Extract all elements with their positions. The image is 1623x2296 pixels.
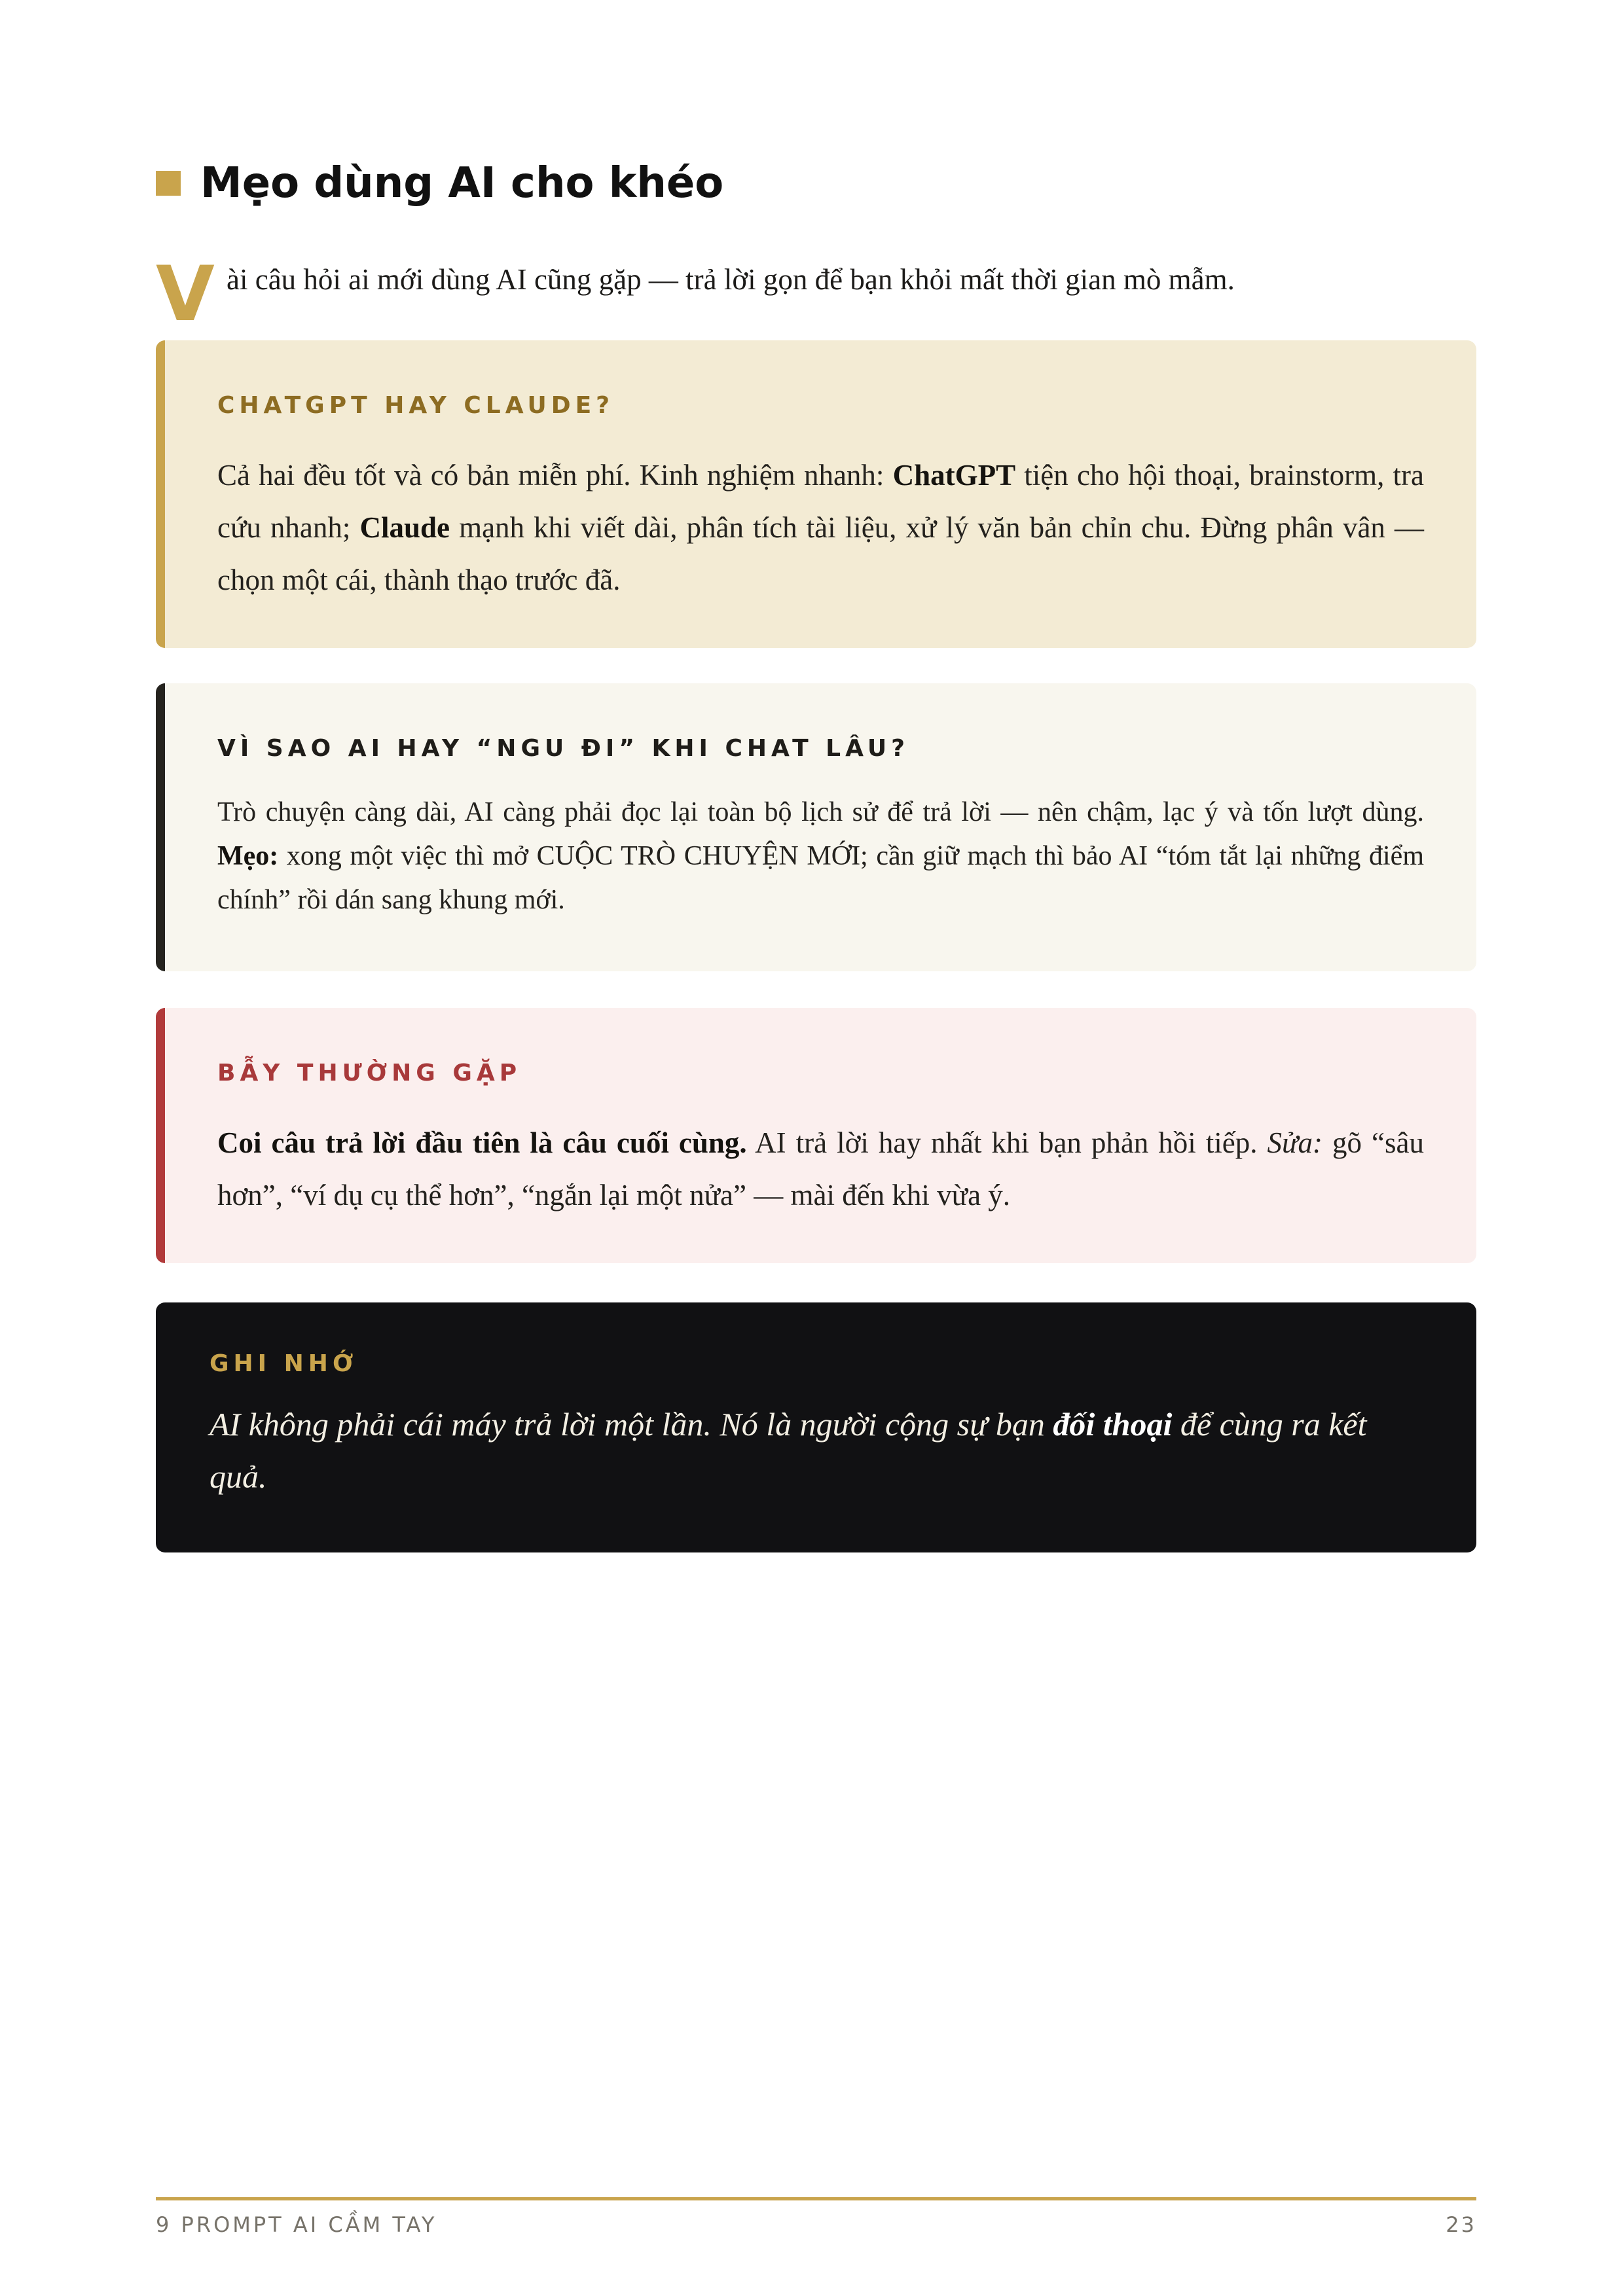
body-text: tiện cho hội thoại, brainstorm, tra cứu nhanh; — [217, 459, 1425, 544]
body-text: AI trả lời hay nhất khi bạn phản hồi tiếp. — [746, 1126, 1267, 1159]
callout-label: GHI NHỚ — [210, 1350, 358, 1377]
bold-claude: Claude — [359, 511, 450, 544]
body-text: Cả hai đều tốt và có bản miễn phí. Kinh nghiệm nhanh: — [217, 459, 893, 492]
body-text: AI không phải cái máy trả lời một lần. Nó là người cộng sự bạn — [210, 1406, 1053, 1443]
callout-chatgpt-vs-claude — [156, 340, 1476, 648]
body-text: Trò chuyện càng dài, AI càng phải đọc lại toàn bộ lịch sử để trả lời — nên chậm, lạc ý và tốn lượt dùng. — [217, 797, 1424, 827]
bold-chatgpt: ChatGPT — [892, 459, 1016, 492]
bold-trap: Coi câu trả lời đầu tiên là câu cuối cùng. — [217, 1126, 747, 1159]
callout-body — [217, 791, 1424, 922]
callout-body — [217, 449, 1424, 606]
body-text: để cùng ra kết quả. — [210, 1406, 1367, 1495]
body-text: mạnh khi viết dài, phân tích tài liệu, xử lý văn bản chỉn chu. Đừng phân vân — chọn một cái, thành thạo trước đã. — [217, 511, 1424, 596]
section-heading — [156, 159, 724, 207]
body-text: gõ “sâu hơn”, “ví dụ cụ thể hơn”, “ngắn lại một nửa” — mài đến khi vừa ý. — [217, 1126, 1424, 1211]
callout-body — [210, 1398, 1425, 1503]
heading-square-icon — [156, 171, 181, 196]
bold-dialogue: đối thoại — [1053, 1406, 1173, 1443]
italic-fix: Sửa: — [1267, 1126, 1323, 1159]
callout-common-trap — [156, 1008, 1476, 1263]
footer-page-number: 23 — [1446, 2212, 1476, 2237]
section-title: Mẹo dùng AI cho khéo — [200, 159, 724, 207]
callout-label: BẪY THƯỜNG GẶP — [217, 1060, 522, 1086]
callout-body — [217, 1117, 1424, 1221]
intro-paragraph — [156, 250, 1465, 338]
bold-tip: Mẹo: — [217, 841, 279, 871]
callout-remember — [156, 1302, 1476, 1552]
footer-divider — [156, 2197, 1476, 2200]
callout-label: VÌ SAO AI HAY “NGU ĐI” KHI CHAT LÂU? — [217, 735, 909, 762]
callout-long-chat — [156, 683, 1476, 971]
drop-cap: V — [156, 250, 215, 338]
callout-label: CHATGPT HAY CLAUDE? — [217, 392, 615, 419]
intro-text: ài câu hỏi ai mới dùng AI cũng gặp — trả lời gọn để bạn khỏi mất thời gian mò mẫm. — [227, 263, 1235, 296]
body-text: xong một việc thì mở CUỘC TRÒ CHUYỆN MỚI; cần giữ mạch thì bảo AI “tóm tắt lại những điểm chính” rồi dán sang khung mới. — [217, 841, 1424, 915]
footer-book-title: 9 PROMPT AI CẦM TAY — [156, 2212, 437, 2237]
